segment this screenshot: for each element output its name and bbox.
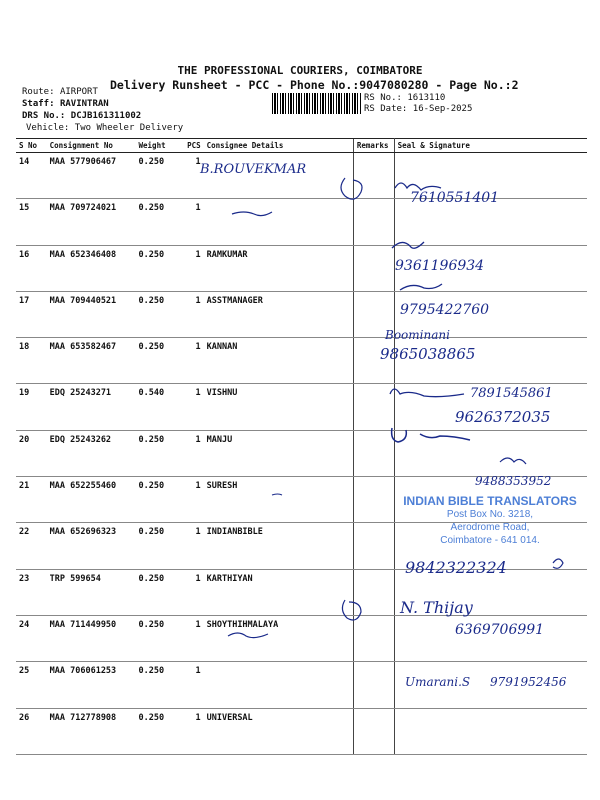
cell-consignment: MAA 712778908: [47, 708, 136, 754]
cell-consignment: MAA 709724021: [47, 199, 136, 245]
staff-line: Staff: RAVINTRAN: [22, 99, 109, 109]
signature-scribble: [395, 183, 441, 190]
cell-sno: 17: [16, 291, 47, 337]
handwritten-phone: 9791952456: [490, 675, 567, 689]
cell-sno: 25: [16, 662, 47, 708]
cell-pcs: 1: [184, 615, 204, 661]
cell-pcs: 1: [184, 662, 204, 708]
cell-pcs: 1: [184, 477, 204, 523]
cell-sno: 20: [16, 430, 47, 476]
cell-sno: 23: [16, 569, 47, 615]
cell-pcs: 1: [184, 569, 204, 615]
cell-consignment: EDQ 25243262: [47, 430, 136, 476]
col-pcs: PCS: [184, 139, 204, 153]
handwritten-consignee: B.ROUVEKMAR: [200, 162, 307, 177]
cell-sno: 14: [16, 153, 47, 199]
handwritten-signature: Umarani.S: [405, 675, 471, 689]
stamp-line: Coimbatore - 641 014.: [440, 535, 540, 546]
cell-pcs: 1: [184, 338, 204, 384]
stamp-line: INDIAN BIBLE TRANSLATORS: [403, 494, 577, 508]
rs-no-line: RS No.: 1613110: [364, 93, 446, 103]
cell-weight: 0.250: [136, 708, 185, 754]
col-consignment: Consignment No: [47, 139, 136, 153]
cell-consignment: MAA 652346408: [47, 245, 136, 291]
route-line: Route: AIRPORT: [22, 87, 98, 97]
cell-consignee: KARTHIYAN: [204, 569, 354, 615]
scribble-mark: [272, 494, 282, 495]
vehicle-value: Two Wheeler Delivery: [74, 123, 184, 133]
cell-consignee: MANJU: [204, 430, 354, 476]
cell-consignee: SURESH: [204, 477, 354, 523]
cell-weight: 0.250: [136, 430, 185, 476]
cell-weight: 0.250: [136, 199, 185, 245]
cell-weight: 0.250: [136, 338, 185, 384]
col-remarks: Remarks: [353, 139, 394, 153]
cell-sno: 18: [16, 338, 47, 384]
cell-pcs: 1: [184, 291, 204, 337]
cell-weight: 0.250: [136, 291, 185, 337]
cell-pcs: 1: [184, 430, 204, 476]
cell-pcs: 1: [184, 708, 204, 754]
handwritten-phone: 7610551401: [410, 190, 500, 206]
handwritten-phone: 9842322324: [405, 558, 507, 577]
signature-scribble: [392, 242, 424, 248]
vehicle-line: Vehicle: Two Wheeler Delivery: [26, 123, 184, 133]
cell-sno: 19: [16, 384, 47, 430]
handwritten-phone: 9488353952: [475, 474, 552, 488]
handwritten-signature: N. Thijay: [400, 598, 473, 617]
handwritten-signature: Boominani: [385, 328, 450, 342]
cell-consignment: MAA 652696323: [47, 523, 136, 569]
cell-consignee: ASSTMANAGER: [204, 291, 354, 337]
runsheet-subtitle: Delivery Runsheet - PCC - Phone No.:9047080280 - Page No.:2: [110, 78, 519, 92]
signature-scribble: [400, 284, 442, 290]
rs-no-value: 1613110: [407, 93, 446, 103]
cell-pcs: 1: [184, 245, 204, 291]
drs-value: DCJB161311002: [70, 111, 142, 121]
cell-consignment: MAA 709440521: [47, 291, 136, 337]
cell-consignment: MAA 652255460: [47, 477, 136, 523]
stamp-line: Post Box No. 3218,: [446, 509, 534, 520]
cell-consignee: SHOYTHIHMALAYA: [204, 615, 354, 661]
cell-sno: 22: [16, 523, 47, 569]
cell-consignment: EDQ 25243271: [47, 384, 136, 430]
rs-date-value: 16-Sep-2025: [412, 104, 473, 114]
cell-weight: 0.250: [136, 523, 185, 569]
scribble-mark: [341, 178, 362, 199]
cell-pcs: 1: [184, 199, 204, 245]
handwritten-phone: 9626372035: [455, 408, 551, 426]
signature-scribble: [390, 389, 464, 397]
cell-weight: 0.540: [136, 384, 185, 430]
col-seal: Seal & Signature: [394, 139, 587, 153]
col-consignee: Consignee Details: [204, 139, 354, 153]
handwritten-phone: 9795422760: [400, 302, 490, 318]
handwritten-phone: 7891545861: [470, 386, 553, 401]
scribble-mark: [553, 559, 563, 568]
cell-sno: 16: [16, 245, 47, 291]
staff-value: RAVINTRAN: [59, 99, 109, 109]
rs-date-line: RS Date: 16-Sep-2025: [364, 104, 473, 114]
cell-weight: 0.250: [136, 245, 185, 291]
signature-scribble: [392, 428, 470, 442]
cell-consignment: MAA 706061253: [47, 662, 136, 708]
route-value: AIRPORT: [59, 87, 98, 97]
cell-consignee: KANNAN: [204, 338, 354, 384]
cell-sno: 24: [16, 615, 47, 661]
cell-consignee: VISHNU: [204, 384, 354, 430]
cell-sno: 21: [16, 477, 47, 523]
col-weight: Weight: [136, 139, 185, 153]
scribble-mark: [342, 600, 361, 620]
cell-pcs: 1: [184, 153, 204, 199]
cell-weight: 0.250: [136, 153, 185, 199]
cell-weight: 0.250: [136, 615, 185, 661]
cell-consignment: MAA 653582467: [47, 338, 136, 384]
handwritten-phone: 9865038865: [380, 345, 476, 363]
col-sno: S No: [16, 139, 47, 153]
handwritten-phone: 6369706991: [455, 622, 545, 638]
cell-weight: 0.250: [136, 662, 185, 708]
company-stamp: [395, 495, 585, 547]
stamp-line: Aerodrome Road,: [450, 522, 530, 533]
cell-sno: 15: [16, 199, 47, 245]
scribble-mark: [232, 212, 272, 216]
cell-consignment: MAA 577906467: [47, 153, 136, 199]
scribble-mark: [228, 633, 268, 638]
drs-line: DRS No.: DCJB161311002: [22, 111, 142, 121]
cell-pcs: 1: [184, 523, 204, 569]
cell-consignment: MAA 711449950: [47, 615, 136, 661]
cell-weight: 0.250: [136, 569, 185, 615]
cell-pcs: 1: [184, 384, 204, 430]
cell-consignee: UNIVERSAL: [204, 708, 354, 754]
cell-consignment: TRP 599654: [47, 569, 136, 615]
cell-weight: 0.250: [136, 477, 185, 523]
handwritten-phone: 9361196934: [395, 258, 485, 274]
signature-scribble: [500, 458, 526, 464]
page-title: THE PROFESSIONAL COURIERS, COIMBATORE: [177, 64, 423, 77]
cell-consignee: INDIANBIBLE: [204, 523, 354, 569]
cell-consignee: RAMKUMAR: [204, 245, 354, 291]
cell-sno: 26: [16, 708, 47, 754]
